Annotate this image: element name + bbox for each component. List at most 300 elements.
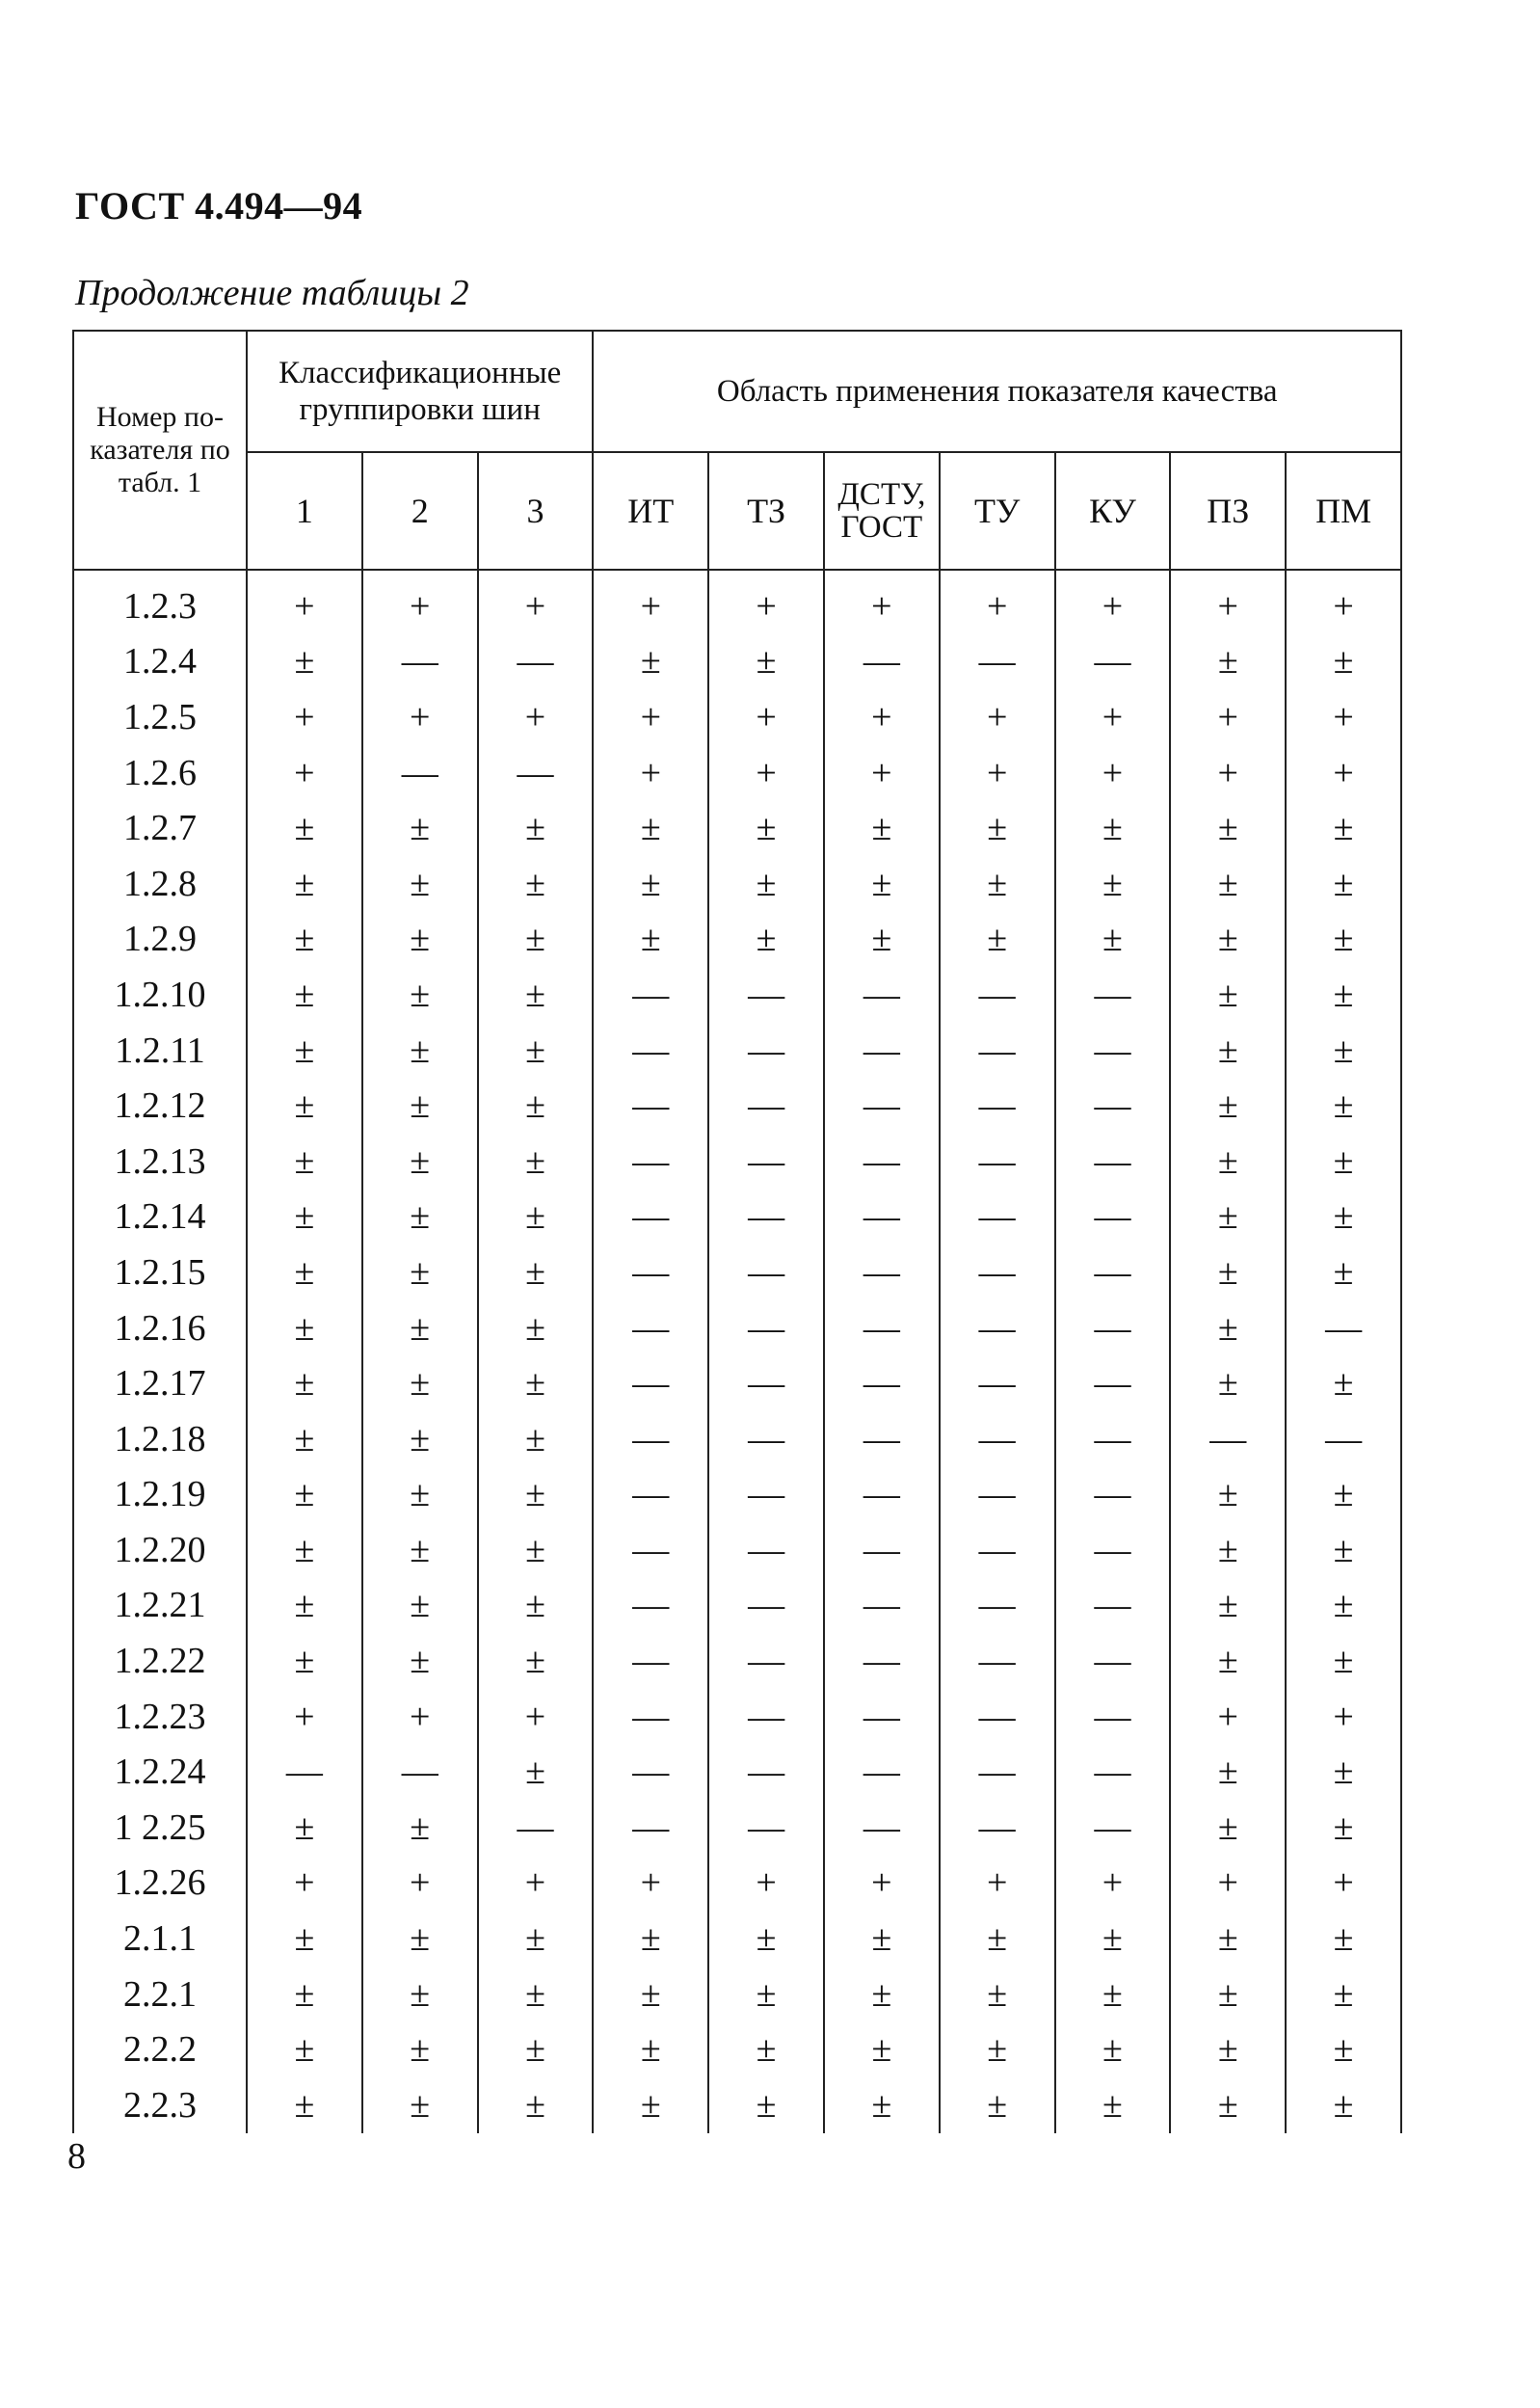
applicability-mark-cell: ± xyxy=(1286,912,1401,968)
applicability-mark-cell: ± xyxy=(478,967,594,1023)
table-row xyxy=(73,1578,1401,1634)
applicability-mark-cell: — xyxy=(824,1023,940,1079)
applicability-mark-cell: ± xyxy=(824,912,940,968)
applicability-mark-cell: — xyxy=(708,1355,824,1411)
applicability-mark-cell: — xyxy=(1055,1134,1171,1190)
applicability-mark-cell: + xyxy=(708,745,824,801)
indicator-number-cell: 1.2.8 xyxy=(73,856,247,912)
indicator-number-cell: 1.2.22 xyxy=(73,1633,247,1689)
applicability-mark-cell: ± xyxy=(1286,1578,1401,1634)
applicability-mark-cell: ± xyxy=(708,634,824,690)
applicability-mark-cell: — xyxy=(708,1134,824,1190)
applicability-mark-cell: ± xyxy=(247,634,362,690)
applicability-mark-cell: ± xyxy=(247,1078,362,1134)
applicability-mark-cell: — xyxy=(1055,634,1171,690)
applicability-mark-cell: ± xyxy=(1286,1633,1401,1689)
applicability-mark-cell: + xyxy=(478,1856,594,1912)
table-row xyxy=(73,1522,1401,1578)
indicator-number-cell: 2.2.3 xyxy=(73,2077,247,2133)
applicability-mark-cell: — xyxy=(824,1800,940,1856)
applicability-mark-cell: ± xyxy=(1170,2021,1286,2077)
applicability-mark-cell: + xyxy=(478,1689,594,1745)
applicability-mark-cell: ± xyxy=(247,1578,362,1634)
indicator-number-cell: 1.2.5 xyxy=(73,689,247,745)
applicability-mark-cell: — xyxy=(362,1744,478,1800)
applicability-mark-cell: ± xyxy=(1170,1190,1286,1245)
table-row xyxy=(73,1134,1401,1190)
applicability-mark-cell: — xyxy=(593,1800,708,1856)
applicability-mark-cell: ± xyxy=(1286,1967,1401,2022)
indicator-number-cell: 1.2.11 xyxy=(73,1023,247,1079)
table-row xyxy=(73,634,1401,690)
applicability-mark-cell: ± xyxy=(824,856,940,912)
applicability-mark-cell: ± xyxy=(362,1800,478,1856)
application-area-header: Область применения показателя качества xyxy=(593,331,1401,452)
applicability-mark-cell: + xyxy=(940,570,1055,634)
applicability-mark-cell: ± xyxy=(593,800,708,856)
applicability-mark-cell: ± xyxy=(1286,856,1401,912)
applicability-mark-cell: ± xyxy=(247,1800,362,1856)
applicability-mark-cell: ± xyxy=(940,800,1055,856)
table-row xyxy=(73,2021,1401,2077)
applicability-mark-cell: — xyxy=(708,1633,824,1689)
applicability-mark-cell: ± xyxy=(247,1244,362,1300)
applicability-mark-cell: ± xyxy=(1170,1244,1286,1300)
applicability-mark-cell: — xyxy=(593,1134,708,1190)
applicability-mark-cell: — xyxy=(708,1744,824,1800)
applicability-mark-cell: ± xyxy=(824,2077,940,2133)
indicator-number-cell: 2.2.2 xyxy=(73,2021,247,2077)
indicator-number-cell: 1.2.14 xyxy=(73,1190,247,1245)
applicability-mark-cell: ± xyxy=(708,912,824,968)
table-row xyxy=(73,1411,1401,1467)
indicator-number-cell: 1.2.13 xyxy=(73,1134,247,1190)
applicability-mark-cell: ± xyxy=(362,1078,478,1134)
applicability-mark-cell: — xyxy=(824,1134,940,1190)
applicability-mark-cell: ± xyxy=(247,967,362,1023)
applicability-mark-cell: — xyxy=(1055,1522,1171,1578)
applicability-mark-cell: — xyxy=(940,1023,1055,1079)
table-row xyxy=(73,1689,1401,1745)
applicability-mark-cell: ± xyxy=(362,856,478,912)
applicability-mark-cell: ± xyxy=(362,1300,478,1356)
applicability-mark-cell: ± xyxy=(478,1744,594,1800)
applicability-mark-cell: ± xyxy=(940,2021,1055,2077)
applicability-mark-cell: — xyxy=(708,1689,824,1745)
applicability-mark-cell: + xyxy=(1170,745,1286,801)
table-row xyxy=(73,1244,1401,1300)
applicability-mark-cell: ± xyxy=(708,856,824,912)
applicability-mark-cell: ± xyxy=(247,912,362,968)
applicability-mark-cell: + xyxy=(593,745,708,801)
table-row xyxy=(73,570,1401,634)
applicability-mark-cell: ± xyxy=(247,1355,362,1411)
applicability-mark-cell: ± xyxy=(1286,1244,1401,1300)
applicability-mark-cell: ± xyxy=(362,1134,478,1190)
table-row xyxy=(73,1911,1401,1967)
applicability-mark-cell: — xyxy=(593,1578,708,1634)
applicability-mark-cell: ± xyxy=(362,2021,478,2077)
indicator-number-cell: 1.2.15 xyxy=(73,1244,247,1300)
table-row xyxy=(73,1078,1401,1134)
sub-header-cell: ТУ xyxy=(940,452,1055,570)
applicability-mark-cell: ± xyxy=(478,2077,594,2133)
applicability-mark-cell: — xyxy=(824,1689,940,1745)
applicability-mark-cell: + xyxy=(824,745,940,801)
applicability-mark-cell: — xyxy=(593,1522,708,1578)
applicability-mark-cell: — xyxy=(824,967,940,1023)
applicability-mark-cell: ± xyxy=(362,1355,478,1411)
applicability-mark-cell: — xyxy=(593,1467,708,1523)
applicability-mark-cell: + xyxy=(593,570,708,634)
indicator-number-cell: 1.2.19 xyxy=(73,1467,247,1523)
applicability-mark-cell: ± xyxy=(1170,1467,1286,1523)
applicability-mark-cell: + xyxy=(940,689,1055,745)
applicability-mark-cell: ± xyxy=(1055,912,1171,968)
applicability-mark-cell: — xyxy=(708,1578,824,1634)
applicability-mark-cell: — xyxy=(1055,1633,1171,1689)
applicability-mark-cell: ± xyxy=(1055,2021,1171,2077)
applicability-mark-cell: — xyxy=(940,1633,1055,1689)
table-row xyxy=(73,1023,1401,1079)
sub-header-cell: ДСТУ, ГОСТ xyxy=(824,452,940,570)
applicability-mark-cell: + xyxy=(1170,570,1286,634)
applicability-mark-cell: — xyxy=(708,967,824,1023)
applicability-mark-cell: ± xyxy=(1286,1800,1401,1856)
applicability-mark-cell: — xyxy=(593,1244,708,1300)
table-row xyxy=(73,1744,1401,1800)
applicability-mark-cell: + xyxy=(824,570,940,634)
document-header: ГОСТ 4.494—94 xyxy=(75,184,363,227)
applicability-mark-cell: ± xyxy=(708,2077,824,2133)
applicability-mark-cell: ± xyxy=(478,1911,594,1967)
table-row xyxy=(73,856,1401,912)
applicability-mark-cell: — xyxy=(708,1411,824,1467)
applicability-mark-cell: — xyxy=(593,1411,708,1467)
table-row xyxy=(73,745,1401,801)
applicability-mark-cell: ± xyxy=(593,1967,708,2022)
applicability-mark-cell: — xyxy=(1055,1300,1171,1356)
applicability-mark-cell: ± xyxy=(247,2077,362,2133)
applicability-mark-cell: — xyxy=(1055,1355,1171,1411)
applicability-mark-cell: — xyxy=(708,1023,824,1079)
applicability-mark-cell: ± xyxy=(940,912,1055,968)
applicability-mark-cell: + xyxy=(1055,1856,1171,1912)
applicability-mark-cell: — xyxy=(1055,1078,1171,1134)
applicability-mark-cell: + xyxy=(593,689,708,745)
table-row xyxy=(73,967,1401,1023)
applicability-mark-cell: ± xyxy=(593,1911,708,1967)
applicability-mark-cell: ± xyxy=(708,2021,824,2077)
sub-header-cell: ИТ xyxy=(593,452,708,570)
sub-header-cell: ПМ xyxy=(1286,452,1401,570)
applicability-mark-cell: + xyxy=(824,689,940,745)
applicability-mark-cell: + xyxy=(593,1856,708,1912)
applicability-mark-cell: — xyxy=(247,1744,362,1800)
applicability-mark-cell: ± xyxy=(593,856,708,912)
applicability-mark-cell: ± xyxy=(1286,1190,1401,1245)
applicability-mark-cell: ± xyxy=(1170,1078,1286,1134)
applicability-table xyxy=(72,330,1402,2133)
applicability-mark-cell: — xyxy=(940,1467,1055,1523)
indicator-number-cell: 1.2.26 xyxy=(73,1856,247,1912)
applicability-mark-cell: ± xyxy=(478,1411,594,1467)
applicability-mark-cell: — xyxy=(708,1522,824,1578)
applicability-mark-cell: ± xyxy=(593,912,708,968)
applicability-mark-cell: ± xyxy=(940,856,1055,912)
applicability-mark-cell: + xyxy=(1170,689,1286,745)
applicability-mark-cell: ± xyxy=(1055,800,1171,856)
applicability-mark-cell: ± xyxy=(593,2077,708,2133)
sub-header-cell: 1 xyxy=(247,452,362,570)
applicability-mark-cell: — xyxy=(824,634,940,690)
applicability-mark-cell: + xyxy=(247,570,362,634)
applicability-mark-cell: + xyxy=(708,689,824,745)
table-row xyxy=(73,1355,1401,1411)
applicability-mark-cell: ± xyxy=(1286,1911,1401,1967)
applicability-mark-cell: ± xyxy=(940,1911,1055,1967)
applicability-mark-cell: + xyxy=(940,1856,1055,1912)
table-row xyxy=(73,1190,1401,1245)
applicability-mark-cell: ± xyxy=(362,1967,478,2022)
applicability-mark-cell: ± xyxy=(247,1967,362,2022)
applicability-mark-cell: ± xyxy=(362,2077,478,2133)
applicability-mark-cell: ± xyxy=(824,1911,940,1967)
applicability-mark-cell: ± xyxy=(824,800,940,856)
applicability-mark-cell: — xyxy=(824,1078,940,1134)
applicability-mark-cell: ± xyxy=(478,1967,594,2022)
applicability-mark-cell: ± xyxy=(940,1967,1055,2022)
applicability-mark-cell: ± xyxy=(1286,2077,1401,2133)
applicability-mark-cell: — xyxy=(1286,1300,1401,1356)
applicability-mark-cell: ± xyxy=(362,1578,478,1634)
applicability-mark-cell: — xyxy=(824,1355,940,1411)
applicability-mark-cell: ± xyxy=(247,1190,362,1245)
applicability-mark-cell: ± xyxy=(1170,1967,1286,2022)
applicability-mark-cell: ± xyxy=(824,1967,940,2022)
applicability-mark-cell: — xyxy=(824,1578,940,1634)
applicability-mark-cell: — xyxy=(1055,1689,1171,1745)
applicability-mark-cell: + xyxy=(1055,745,1171,801)
indicator-number-cell: 1.2.3 xyxy=(73,570,247,634)
table-row xyxy=(73,1300,1401,1356)
table-row xyxy=(73,1800,1401,1856)
applicability-mark-cell: + xyxy=(247,689,362,745)
applicability-mark-cell: — xyxy=(593,1190,708,1245)
indicator-number-cell: 1.2.18 xyxy=(73,1411,247,1467)
classification-groups-header: Классификационные группировки шин xyxy=(247,331,593,452)
applicability-mark-cell: ± xyxy=(708,1967,824,2022)
applicability-mark-cell: ± xyxy=(1170,1023,1286,1079)
applicability-mark-cell: ± xyxy=(1170,1355,1286,1411)
sub-header-cell: ТЗ xyxy=(708,452,824,570)
applicability-mark-cell: — xyxy=(824,1190,940,1245)
applicability-mark-cell: — xyxy=(593,1355,708,1411)
applicability-mark-cell: + xyxy=(247,745,362,801)
applicability-mark-cell: ± xyxy=(478,1522,594,1578)
applicability-mark-cell: ± xyxy=(247,2021,362,2077)
applicability-mark-cell: — xyxy=(708,1244,824,1300)
applicability-mark-cell: — xyxy=(824,1633,940,1689)
applicability-mark-cell: ± xyxy=(247,1023,362,1079)
indicator-number-cell: 1.2.7 xyxy=(73,800,247,856)
applicability-mark-cell: ± xyxy=(247,1911,362,1967)
applicability-mark-cell: ± xyxy=(1286,1078,1401,1134)
applicability-mark-cell: ± xyxy=(247,1134,362,1190)
applicability-mark-cell: — xyxy=(1055,1467,1171,1523)
applicability-mark-cell: ± xyxy=(247,800,362,856)
applicability-mark-cell: — xyxy=(478,1800,594,1856)
applicability-mark-cell: ± xyxy=(1170,1578,1286,1634)
applicability-mark-cell: — xyxy=(940,1522,1055,1578)
applicability-mark-cell: ± xyxy=(1286,634,1401,690)
indicator-number-cell: 1.2.9 xyxy=(73,912,247,968)
applicability-mark-cell: ± xyxy=(362,967,478,1023)
applicability-mark-cell: + xyxy=(824,1856,940,1912)
applicability-mark-cell: + xyxy=(478,570,594,634)
applicability-mark-cell: — xyxy=(593,967,708,1023)
applicability-mark-cell: — xyxy=(1055,1411,1171,1467)
applicability-mark-cell: — xyxy=(940,967,1055,1023)
applicability-mark-cell: ± xyxy=(1170,1300,1286,1356)
applicability-mark-cell: + xyxy=(362,570,478,634)
applicability-mark-cell: ± xyxy=(247,1467,362,1523)
applicability-mark-cell: ± xyxy=(1286,2021,1401,2077)
applicability-mark-cell: ± xyxy=(362,1633,478,1689)
applicability-mark-cell: ± xyxy=(362,1911,478,1967)
applicability-mark-cell: — xyxy=(1055,1578,1171,1634)
applicability-mark-cell: — xyxy=(1055,1023,1171,1079)
applicability-mark-cell: + xyxy=(1286,1689,1401,1745)
applicability-mark-cell: — xyxy=(708,1190,824,1245)
applicability-mark-cell: — xyxy=(824,1744,940,1800)
indicator-number-cell: 1.2.16 xyxy=(73,1300,247,1356)
applicability-mark-cell: ± xyxy=(1170,1800,1286,1856)
applicability-mark-cell: — xyxy=(1055,1244,1171,1300)
applicability-mark-cell: ± xyxy=(1286,1467,1401,1523)
indicator-number-cell: 2.2.1 xyxy=(73,1967,247,2022)
applicability-mark-cell: — xyxy=(593,1689,708,1745)
applicability-mark-cell: — xyxy=(1055,967,1171,1023)
applicability-mark-cell: — xyxy=(940,1689,1055,1745)
applicability-mark-cell: ± xyxy=(362,1411,478,1467)
applicability-mark-cell: — xyxy=(940,1411,1055,1467)
applicability-mark-cell: ± xyxy=(247,1300,362,1356)
applicability-mark-cell: ± xyxy=(478,1244,594,1300)
applicability-mark-cell: + xyxy=(1170,1689,1286,1745)
applicability-mark-cell: — xyxy=(708,1800,824,1856)
applicability-mark-cell: + xyxy=(1286,745,1401,801)
applicability-mark-cell: — xyxy=(478,634,594,690)
applicability-mark-cell: — xyxy=(940,1300,1055,1356)
applicability-mark-cell: ± xyxy=(1286,1522,1401,1578)
applicability-mark-cell: — xyxy=(593,1023,708,1079)
applicability-mark-cell: ± xyxy=(708,800,824,856)
applicability-mark-cell: ± xyxy=(1286,800,1401,856)
applicability-mark-cell: ± xyxy=(1170,1633,1286,1689)
indicator-number-cell: 1.2.12 xyxy=(73,1078,247,1134)
applicability-mark-cell: ± xyxy=(247,856,362,912)
applicability-mark-cell: — xyxy=(593,1744,708,1800)
applicability-mark-cell: ± xyxy=(593,2021,708,2077)
applicability-mark-cell: — xyxy=(593,1300,708,1356)
indicator-number-cell: 1.2.24 xyxy=(73,1744,247,1800)
applicability-mark-cell: ± xyxy=(362,800,478,856)
applicability-mark-cell: ± xyxy=(478,1633,594,1689)
applicability-mark-cell: ± xyxy=(1286,1134,1401,1190)
applicability-mark-cell: — xyxy=(1170,1411,1286,1467)
page-number: 8 xyxy=(67,2136,86,2177)
applicability-mark-cell: ± xyxy=(940,2077,1055,2133)
applicability-mark-cell: ± xyxy=(478,1134,594,1190)
applicability-mark-cell: — xyxy=(1055,1800,1171,1856)
applicability-mark-cell: ± xyxy=(478,1467,594,1523)
applicability-mark-cell: — xyxy=(362,634,478,690)
applicability-mark-cell: ± xyxy=(1170,800,1286,856)
applicability-mark-cell: + xyxy=(362,1689,478,1745)
indicator-number-cell: 1.2.23 xyxy=(73,1689,247,1745)
applicability-mark-cell: ± xyxy=(1170,2077,1286,2133)
applicability-mark-cell: — xyxy=(708,1300,824,1356)
applicability-mark-cell: ± xyxy=(478,1190,594,1245)
applicability-mark-cell: ± xyxy=(362,1190,478,1245)
table-row xyxy=(73,1967,1401,2022)
sub-header-cell: 3 xyxy=(478,452,594,570)
applicability-mark-cell: — xyxy=(940,1744,1055,1800)
applicability-mark-cell: + xyxy=(1286,1856,1401,1912)
sub-header-cell: КУ xyxy=(1055,452,1171,570)
applicability-mark-cell: ± xyxy=(1055,1967,1171,2022)
table-row xyxy=(73,1633,1401,1689)
applicability-mark-cell: + xyxy=(708,1856,824,1912)
applicability-mark-cell: — xyxy=(824,1300,940,1356)
applicability-mark-cell: ± xyxy=(1286,1023,1401,1079)
applicability-mark-cell: — xyxy=(940,1355,1055,1411)
applicability-mark-cell: ± xyxy=(478,856,594,912)
applicability-mark-cell: — xyxy=(478,745,594,801)
applicability-mark-cell: — xyxy=(593,1633,708,1689)
table-row xyxy=(73,912,1401,968)
applicability-mark-cell: — xyxy=(940,1578,1055,1634)
applicability-mark-cell: + xyxy=(1055,689,1171,745)
applicability-mark-cell: ± xyxy=(362,912,478,968)
applicability-mark-cell: ± xyxy=(478,1078,594,1134)
applicability-mark-cell: + xyxy=(1170,1856,1286,1912)
applicability-mark-cell: — xyxy=(940,1078,1055,1134)
applicability-mark-cell: + xyxy=(1286,689,1401,745)
applicability-mark-cell: — xyxy=(940,634,1055,690)
indicator-number-cell: 1.2.6 xyxy=(73,745,247,801)
applicability-mark-cell: ± xyxy=(1286,1355,1401,1411)
indicator-number-cell: 1.2.4 xyxy=(73,634,247,690)
applicability-mark-cell: — xyxy=(1055,1190,1171,1245)
applicability-mark-cell: ± xyxy=(478,1300,594,1356)
applicability-mark-cell: + xyxy=(362,1856,478,1912)
applicability-mark-cell: — xyxy=(940,1190,1055,1245)
applicability-mark-cell: — xyxy=(824,1467,940,1523)
applicability-mark-cell: + xyxy=(362,689,478,745)
applicability-mark-cell: — xyxy=(593,1078,708,1134)
applicability-mark-cell: ± xyxy=(362,1522,478,1578)
applicability-mark-cell: ± xyxy=(824,2021,940,2077)
applicability-mark-cell: ± xyxy=(478,1355,594,1411)
applicability-mark-cell: + xyxy=(940,745,1055,801)
applicability-mark-cell: ± xyxy=(362,1467,478,1523)
applicability-mark-cell: + xyxy=(247,1856,362,1912)
applicability-mark-cell: — xyxy=(1286,1411,1401,1467)
table-row xyxy=(73,1856,1401,1912)
applicability-mark-cell: ± xyxy=(247,1633,362,1689)
